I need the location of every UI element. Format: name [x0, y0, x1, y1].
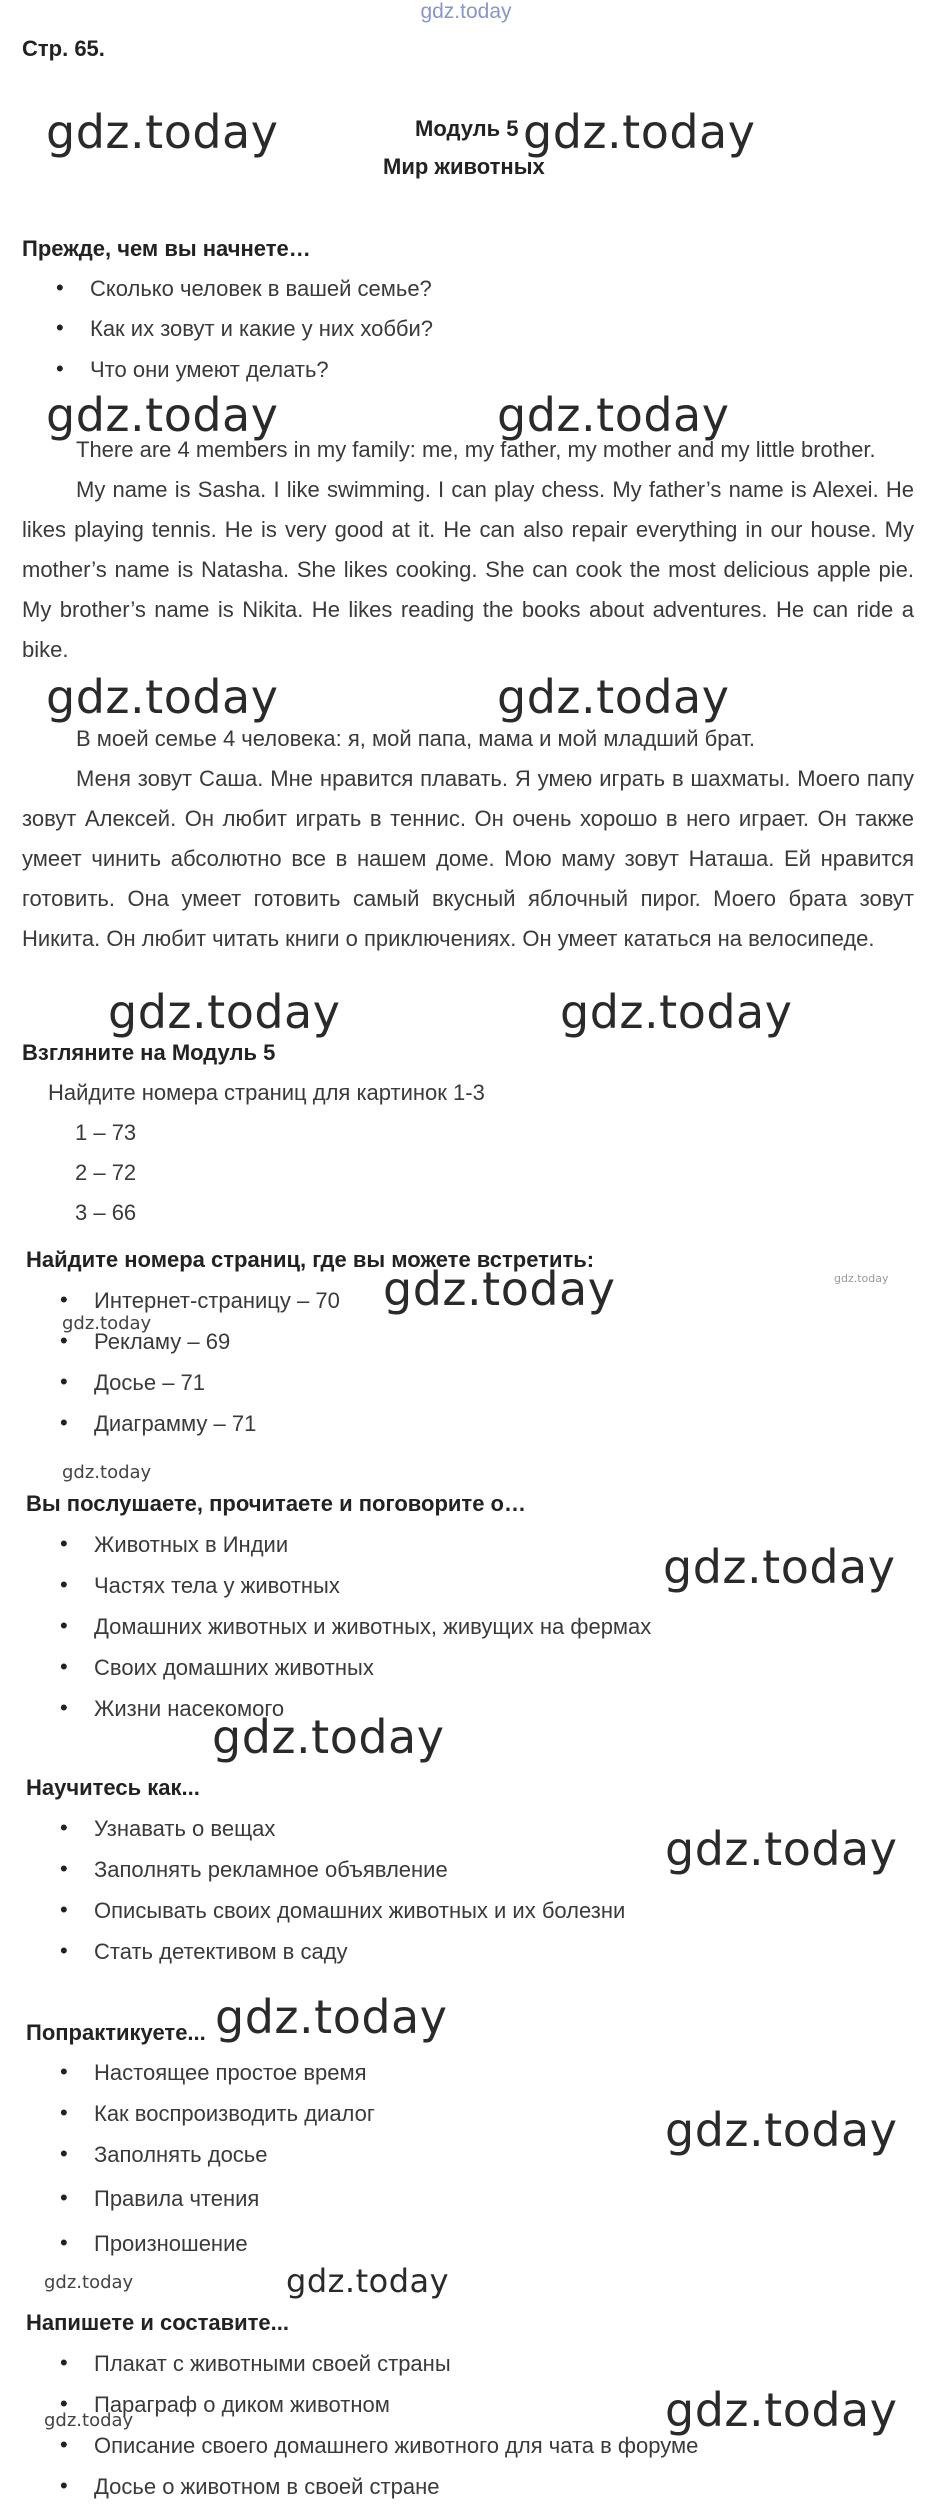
section-heading-practice: Попрактикуете... [26, 2020, 206, 2045]
list-item: • Рекламу – 69 [60, 1329, 230, 1355]
watermark-logo: gdz.today [62, 1462, 152, 1483]
list-item: • Своих домашних животных [60, 1655, 374, 1681]
answer-russian-body: Меня зовут Саша. Мне нравится плавать. Я умею играть в шахматы. Моего папу зовут Алексей. Он любит играть в теннис. Он очень хорошо в него играет. Он также умеет чинить абсолютно все в нашем доме. Мою маму зовут Наташа. Ей нравится готовить. Она умеет готовить самый вкусный яблочный пирог. Моего брата зовут Никита. Он любит читать книги о приключениях. Он умеет кататься на велосипеде. [22, 766, 914, 951]
answer-russian-intro: В моей семье 4 человека: я, мой папа, мама и мой младший брат. [76, 726, 755, 751]
answer-english-body: My name is Sasha. I like swimming. I can play chess. My father’s name is Alexei. He likes playing tennis. He is very good at it. He can also repair everything in our house. My mother’s name is Natasha. She likes cooking. She can cook the most delicious apple pie. My brother’s name is Nikita. He likes reading the books about adventures. He can ride a bike. [22, 477, 914, 662]
watermark-logo: gdz.today [62, 1313, 152, 1334]
watermark-logo: gdz.today [108, 985, 341, 1039]
watermark-logo: gdz.today [44, 2410, 134, 2431]
page-answer: 1 – 73 [75, 1120, 137, 1145]
list-item: • Частях тела у животных [60, 1573, 340, 1599]
list-item: • Заполнять досье [60, 2142, 268, 2168]
watermark-logo: gdz.today [46, 105, 279, 159]
list-item: • Как воспроизводить диалог [60, 2101, 375, 2127]
watermark-logo: gdz.today [523, 105, 756, 159]
list-item: • Произношение [60, 2231, 248, 2257]
list-item: • Параграф о диком животном [60, 2392, 390, 2418]
watermark-logo: gdz.today [665, 2103, 898, 2157]
header-watermark: gdz.today [420, 0, 512, 23]
list-item: • Интернет-страницу – 70 [60, 1288, 340, 1314]
list-item: • Жизни насекомого [60, 1696, 284, 1722]
section-heading-write-compose: Напишете и составите... [26, 2310, 290, 2335]
look-module-task: Найдите номера страниц для картинок 1-3 [48, 1080, 485, 1105]
watermark-logo: gdz.today [497, 670, 730, 724]
list-item: • Домашних животных и животных, живущих на фермах [60, 1614, 651, 1640]
section-heading-listen-read: Вы послушаете, прочитаете и поговорите о… [26, 1491, 526, 1516]
watermark-logo: gdz.today [560, 985, 793, 1039]
answer-english-intro: There are 4 members in my family: me, my father, my mother and my little brother. [76, 437, 876, 462]
list-item: • Заполнять рекламное объявление [60, 1857, 448, 1883]
watermark-logo: gdz.today [46, 388, 279, 442]
page-answer: 2 – 72 [75, 1160, 137, 1185]
list-item: • Описывать своих домашних животных и их болезни [60, 1898, 625, 1924]
section-heading-look-module: Взгляните на Модуль 5 [22, 1040, 276, 1065]
module-subtitle: Мир животных [383, 154, 545, 179]
list-item: • Правила чтения [60, 2186, 259, 2212]
list-item: • Досье – 71 [60, 1370, 205, 1396]
list-item: • Узнавать о вещах [60, 1816, 275, 1842]
section-heading-learn-how: Научитесь как... [26, 1775, 200, 1800]
list-item: • Что они умеют делать? [56, 357, 329, 383]
list-item: • Диаграмму – 71 [60, 1411, 256, 1437]
watermark-logo: gdz.today [44, 2272, 134, 2293]
watermark-logo: gdz.today [46, 670, 279, 724]
list-item: • Досье о животном в своей стране [60, 2474, 439, 2500]
list-item: • Как их зовут и какие у них хобби? [56, 316, 433, 342]
watermark-logo: gdz.today [665, 2383, 898, 2437]
list-item: • Настоящее простое время [60, 2060, 367, 2086]
page-answer: 3 – 66 [75, 1200, 137, 1225]
list-item: • Плакат с животными своей страны [60, 2351, 451, 2377]
page-number: Стр. 65. [22, 36, 105, 61]
watermark-logo: gdz.today [497, 388, 730, 442]
watermark-logo: gdz.today [383, 1262, 616, 1316]
watermark-logo: gdz.today [663, 1540, 896, 1594]
watermark-logo: gdz.today [665, 1822, 898, 1876]
watermark-logo: gdz.today [286, 2262, 450, 2300]
watermark-logo: gdz.today [834, 1272, 889, 1285]
watermark-logo: gdz.today [215, 1990, 448, 2044]
module-title: Модуль 5 [415, 116, 519, 141]
watermark-logo: gdz.today [212, 1710, 445, 1764]
section-heading-find-pages: Найдите номера страниц, где вы можете встретить: [26, 1247, 595, 1272]
list-item: • Стать детективом в саду [60, 1939, 348, 1965]
list-item: • Описание своего домашнего животного для чата в форуме [60, 2433, 698, 2459]
list-item: • Сколько человек в вашей семье? [56, 276, 432, 302]
section-heading-before-start: Прежде, чем вы начнете… [22, 236, 311, 261]
list-item: • Животных в Индии [60, 1532, 288, 1558]
